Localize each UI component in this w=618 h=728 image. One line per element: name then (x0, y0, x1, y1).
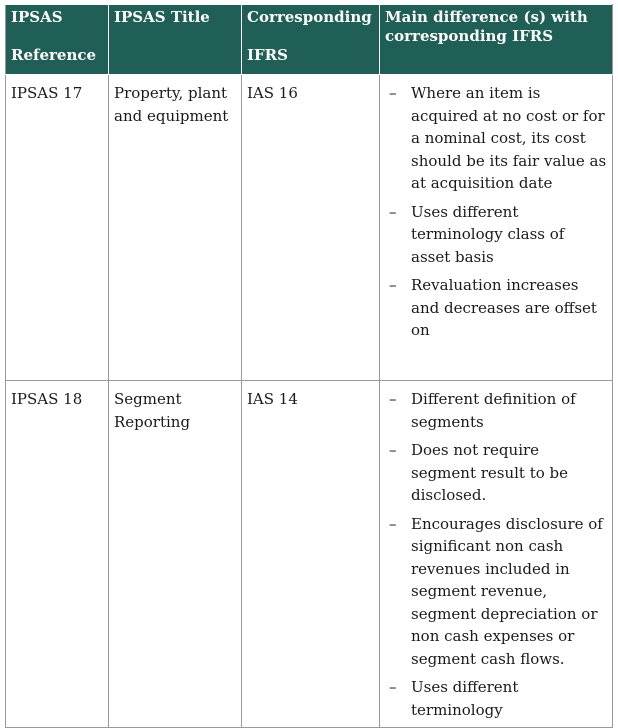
difference-text: Different definition of segments (411, 390, 576, 431)
cell-ipsas-title: Segment Reporting (109, 381, 242, 728)
header-main-differences (380, 5, 613, 75)
header-corresponding-ifrs-line2: IFRS (247, 46, 288, 64)
difference-item (385, 82, 608, 195)
dash-bullet-icon: – (389, 276, 397, 294)
dash-bullet-icon: – (389, 441, 397, 459)
difference-item (385, 274, 608, 342)
dash-bullet-icon: – (389, 84, 397, 102)
cell-ipsas-reference: IPSAS 18 (6, 381, 109, 728)
cell-corresponding-ifrs: IAS 16 (242, 75, 380, 381)
difference-text: Revaluation increases and decreases are offset on (411, 276, 597, 339)
cell-corresponding-ifrs: IAS 14 (242, 381, 380, 728)
header-corresponding-ifrs (242, 5, 380, 75)
table-header (6, 5, 613, 75)
difference-text: Does not require segment result to be disclosed. (411, 441, 569, 504)
differences-list (385, 388, 608, 721)
header-ipsas-title (109, 5, 242, 75)
difference-text: Encourages disclosure of significant non cash revenues included in segment revenue, segment depreciation or non cash expenses or segment cash flows. (411, 514, 603, 668)
header-spacer (247, 27, 375, 46)
differences-list (385, 82, 608, 342)
header-ipsas-reference-line2: Reference (11, 46, 97, 64)
header-ipsas-reference (6, 5, 109, 75)
difference-item (385, 676, 608, 721)
ipsas-ifrs-comparison-table (5, 4, 613, 728)
header-ipsas-title-text: IPSAS Title (114, 8, 210, 26)
table-row (6, 381, 613, 728)
header-ipsas-reference-line1: IPSAS (11, 8, 63, 26)
table-row (6, 75, 613, 381)
difference-item (385, 439, 608, 507)
table-body (6, 75, 613, 728)
header-row (6, 5, 613, 75)
difference-text: Uses different terminology class of asset basis (411, 202, 565, 266)
cell-main-differences (380, 381, 613, 728)
difference-item (385, 201, 608, 269)
header-spacer (11, 27, 104, 46)
header-main-differences-text: Main difference (s) with corresponding IFRS (385, 8, 588, 45)
dash-bullet-icon: – (389, 202, 397, 221)
cell-ipsas-reference: IPSAS 17 (6, 75, 109, 381)
dash-bullet-icon: – (389, 390, 397, 408)
cell-ipsas-title: Property, plant and equipment (109, 75, 242, 381)
cell-main-differences (380, 75, 613, 381)
difference-text: Uses different terminology (411, 678, 519, 719)
difference-item (385, 513, 608, 671)
dash-bullet-icon: – (389, 678, 397, 696)
difference-text: Where an item is acquired at no cost or for a nominal cost, its cost should be its fair value as at acquisition date (411, 84, 607, 192)
dash-bullet-icon: – (389, 514, 397, 533)
header-corresponding-ifrs-line1: Corresponding (247, 8, 372, 26)
difference-item (385, 388, 608, 433)
